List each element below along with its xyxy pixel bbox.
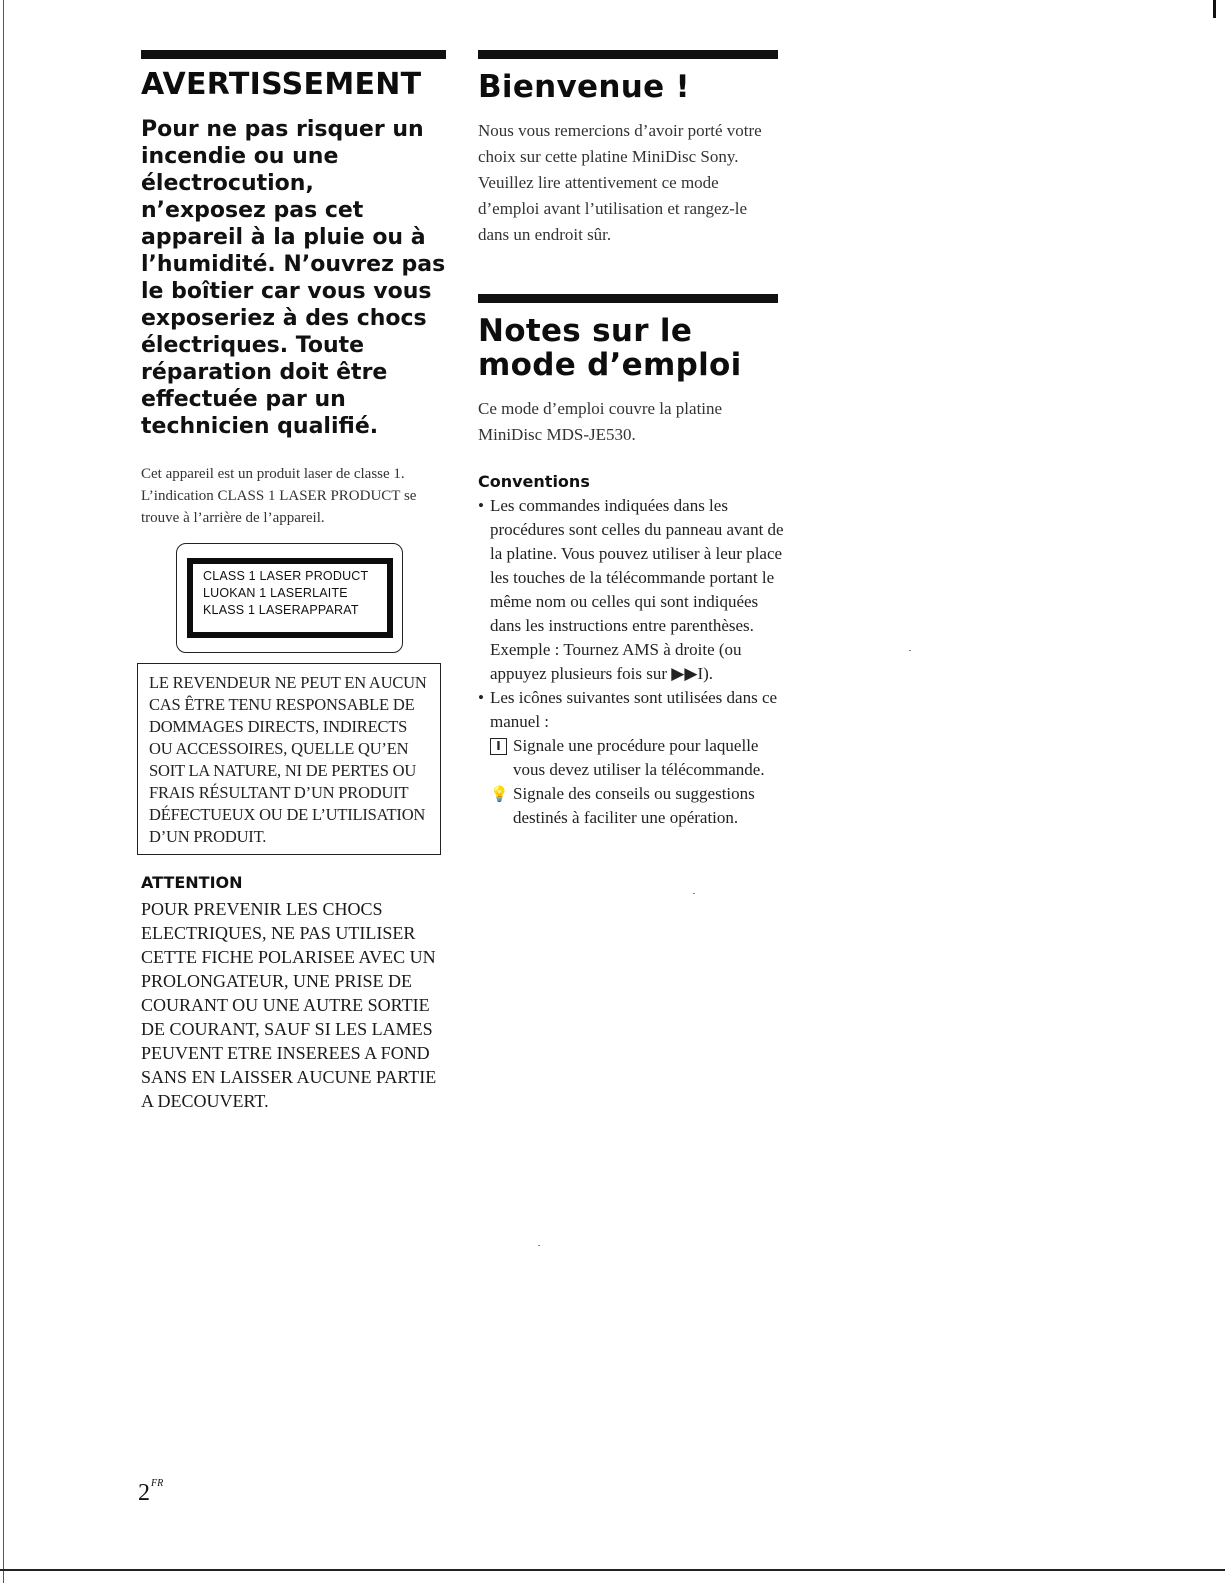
lightbulb-tip-icon: 💡 xyxy=(490,785,509,803)
page-number xyxy=(138,1478,163,1507)
icon-legend-text: Signale une procédure pour laquelle vous devez utiliser la télécommande. xyxy=(513,736,765,779)
bullet-glyph: • xyxy=(478,496,484,515)
scan-edge-bottom xyxy=(0,1569,1225,1571)
laser-label-line: CLASS 1 LASER PRODUCT xyxy=(203,569,369,583)
attention-heading: ATTENTION xyxy=(141,873,243,892)
laser-label-illustration xyxy=(176,543,403,653)
right-column xyxy=(478,50,784,830)
scan-edge-mark xyxy=(1213,0,1216,18)
notes-text: Ce mode d’emploi couvre la platine MiniDisc MDS-JE530. xyxy=(478,399,723,444)
laser-label-line: KLASS 1 LASERAPPARAT xyxy=(203,603,359,617)
laser-class-line: Cet appareil est un produit laser de classe 1. xyxy=(141,466,405,482)
icon-legend-tip xyxy=(478,782,788,830)
scan-speck xyxy=(693,893,695,894)
laser-label-plate xyxy=(187,558,393,638)
scan-speck xyxy=(909,650,911,651)
convention-text: Les icônes suivantes sont utilisées dans ce manuel : xyxy=(490,688,778,731)
section-rule xyxy=(478,294,778,303)
section-rule xyxy=(478,50,778,59)
welcome-text: Nous vous remercions d’avoir porté votre choix sur cette platine MiniDisc Sony. Veuillez lire attentivement ce mode d’emploi avant l’utilisation et rangez-le dans un endroit sûr. xyxy=(478,121,762,244)
icon-legend-remote xyxy=(478,734,788,782)
convention-example: Exemple : Tournez AMS à droite (ou appuyez plusieurs fois sur ▶▶I). xyxy=(490,640,742,683)
laser-label-location: L’indication CLASS 1 LASER PRODUCT se trouve à l’arrière de l’appareil. xyxy=(141,488,417,526)
warning-heading: AVERTISSEMENT xyxy=(141,67,422,102)
warning-statement: Pour ne pas risquer un incendie ou une électrocution, n’exposez pas cet appareil à la pluie ou à l’humidité. N’ouvrez pas le boîtier car vous vous exposeriez à des chocs électriques. Toute réparation doit être effectuée par un technicien qualifié. xyxy=(141,117,446,439)
attention-text: POUR PREVENIR LES CHOCS ELECTRIQUES, NE PAS UTILISER CETTE FICHE POLARISEE AVEC UN PROLONGATEUR, UNE PRISE DE COURANT OU UNE AUTRE SORTIE DE COURANT, SAUF SI LES LAMES PEUVENT ETRE INSEREES A FOND SANS EN LAISSER AUCUNE PARTIE A DECOUVERT. xyxy=(141,899,437,1111)
remote-control-icon: I xyxy=(490,738,507,755)
page-number-value: 2 xyxy=(138,1480,150,1506)
icon-legend-text: Signale des conseils ou suggestions destinés à faciliter une opération. xyxy=(513,784,755,827)
welcome-heading: Bienvenue ! xyxy=(478,69,690,105)
laser-class-note xyxy=(141,463,437,529)
scan-speck xyxy=(538,1245,540,1246)
list-item xyxy=(478,494,788,686)
conventions-list xyxy=(478,494,788,830)
convention-text: Les commandes indiquées dans les procédures sont celles du panneau avant de la platine. Vous pouvez utiliser à leur place les touches de la télécommande portant le même nom ou celles qui sont indiquées dans les instructions entre parenthèses. xyxy=(490,496,784,635)
laser-label-line: LUOKAN 1 LASERLAITE xyxy=(203,586,348,600)
conventions-heading: Conventions xyxy=(478,472,590,491)
notes-heading: Notes sur le mode d’emploi xyxy=(478,313,742,383)
dealer-liability-notice: LE REVENDEUR NE PEUT EN AUCUN CAS ÊTRE TENU RESPONSABLE DE DOMMAGES DIRECTS, INDIRECTS OU ACCESSOIRES, QUELLE QU’EN SOIT LA NATURE, NI DE PERTES OU FRAIS RÉSULTANT D’UN PRODUIT DÉFECTUEUX OU DE L’UTILISATION D’UN PRODUIT. xyxy=(137,663,441,855)
page-number-suffix: FR xyxy=(151,1478,164,1489)
bullet-glyph: • xyxy=(478,688,484,707)
scan-edge-left xyxy=(3,0,4,1583)
left-column xyxy=(141,50,446,1113)
section-rule xyxy=(141,50,446,59)
list-item xyxy=(478,686,788,734)
